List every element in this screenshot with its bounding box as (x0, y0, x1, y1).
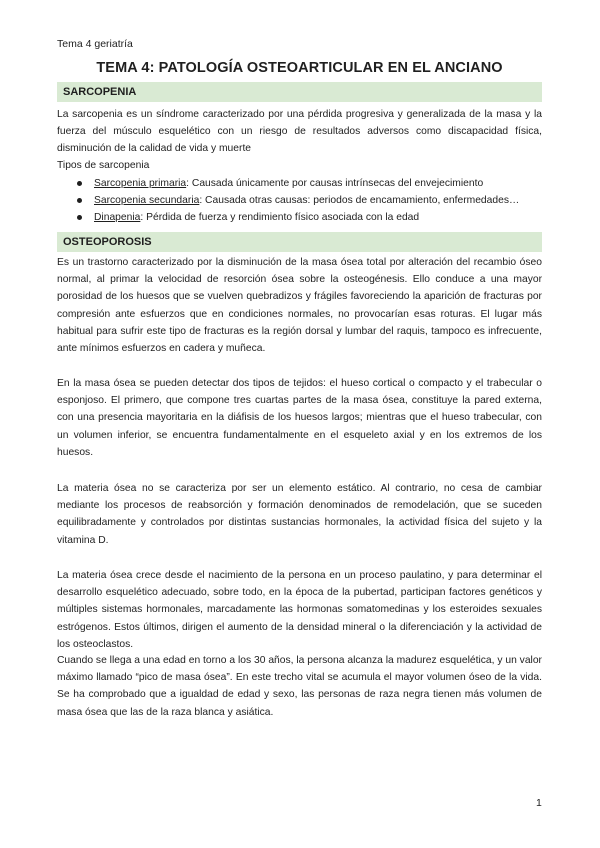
sarcopenia-types-list (57, 175, 542, 227)
list-item (57, 209, 542, 226)
bullet-icon (77, 181, 82, 186)
type-term: Sarcopenia secundaria (94, 195, 200, 207)
bullet-icon (77, 215, 82, 220)
type-term: Dinapenia (94, 212, 141, 224)
osteoporosis-paragraph: La materia ósea crece desde el nacimiento de la persona en un proceso paulatino, y para determinar el desarrollo esquelético adecuado, sobre todo, en la época de la pubertad, participan factores genéticos y múltiples sistemas hormonales, marcadamente las hormonas somatomedinas y los esteroides sexuales estrógenos. Estos últimos, dirigen el aumento de la densidad mineral o la diferenciación y la actividad de los osteoclastos. (57, 570, 542, 650)
osteoporosis-paragraph: La materia ósea no se caracteriza por ser un elemento estático. Al contrario, no cesa de cambiar mediante los procesos de reabsorción y formación denominados de remodelación, que se suceden equilibradamente y controlados por distintas sustancias hormonales, la actividad física del sujeto y la vitamina D. (57, 483, 542, 546)
type-term: Sarcopenia primaria (94, 178, 187, 189)
sarcopenia-types-label: Tipos de sarcopenia (57, 160, 150, 171)
list-item (57, 175, 542, 192)
section-heading-sarcopenia: SARCOPENIA (57, 82, 542, 102)
type-description: : Causada otras causas: periodos de encamamiento, enfermedades… (199, 195, 520, 207)
sarcopenia-definition: La sarcopenia es un síndrome caracterizado por una pérdida progresiva y generalizada de la masa y la fuerza del músculo esquelético con un riesgo de resultados adversos como discapacidad física, disminución de la calidad de vida y muerte (57, 109, 542, 155)
osteoporosis-paragraph: En la masa ósea se pueden detectar dos tipos de tejidos: el hueso cortical o compacto y el trabecular o esponjoso. El primero, que compone tres cuartas partes de la masa ósea, constituye la pared externa, con una presencia mayoritaria en la diáfisis de los huesos largos; mientras que el hueso trabecular, con un volumen inferior, se encuentra fundamentalmente en el esqueleto axial y en los extremos de los huesos. (57, 378, 542, 458)
bullet-icon (77, 198, 82, 203)
page-title: TEMA 4: PATOLOGÍA OSTEOARTICULAR EN EL ANCIANO (96, 60, 503, 76)
osteoporosis-paragraph: Cuando se llega a una edad en torno a los 30 años, la persona alcanza la madurez esquelética, y un valor máximo llamado “pico de masa ósea”. En este trecho vital se acumula el mayor volumen óseo de la vida. Se ha comprobado que a igualdad de edad y sexo, las personas de raza negra tienen más volumen de masa ósea que las de la raza blanca y asiática. (57, 655, 542, 718)
type-description: : Pérdida de fuerza y rendimiento físico asociada con la edad (140, 212, 420, 224)
page-number: 1 (536, 797, 542, 809)
section-heading-osteoporosis: OSTEOPOROSIS (57, 232, 542, 252)
list-item (57, 192, 542, 209)
page-header: Tema 4 geriatría (57, 38, 133, 50)
type-description: : Causada únicamente por causas intrínsecas del envejecimiento (186, 178, 484, 189)
osteoporosis-paragraph: Es un trastorno caracterizado por la disminución de la masa ósea total por alteración del recambio óseo normal, al primar la velocidad de resorción ósea sobre la osteogénesis. Ello conduce a una mayor porosidad de los huesos que se vuelven quebradizos y frágiles favoreciendo la aparición de fracturas por compresión ante esfuerzos que en condiciones normales, no provocarían esas roturas. El lugar más habitual para sufrir este tipo de fracturas es la región dorsal y lumbar del raquis, tampoco es infrecuente, ante mínimos esfuerzos en cadera y muñeca. (57, 257, 542, 355)
